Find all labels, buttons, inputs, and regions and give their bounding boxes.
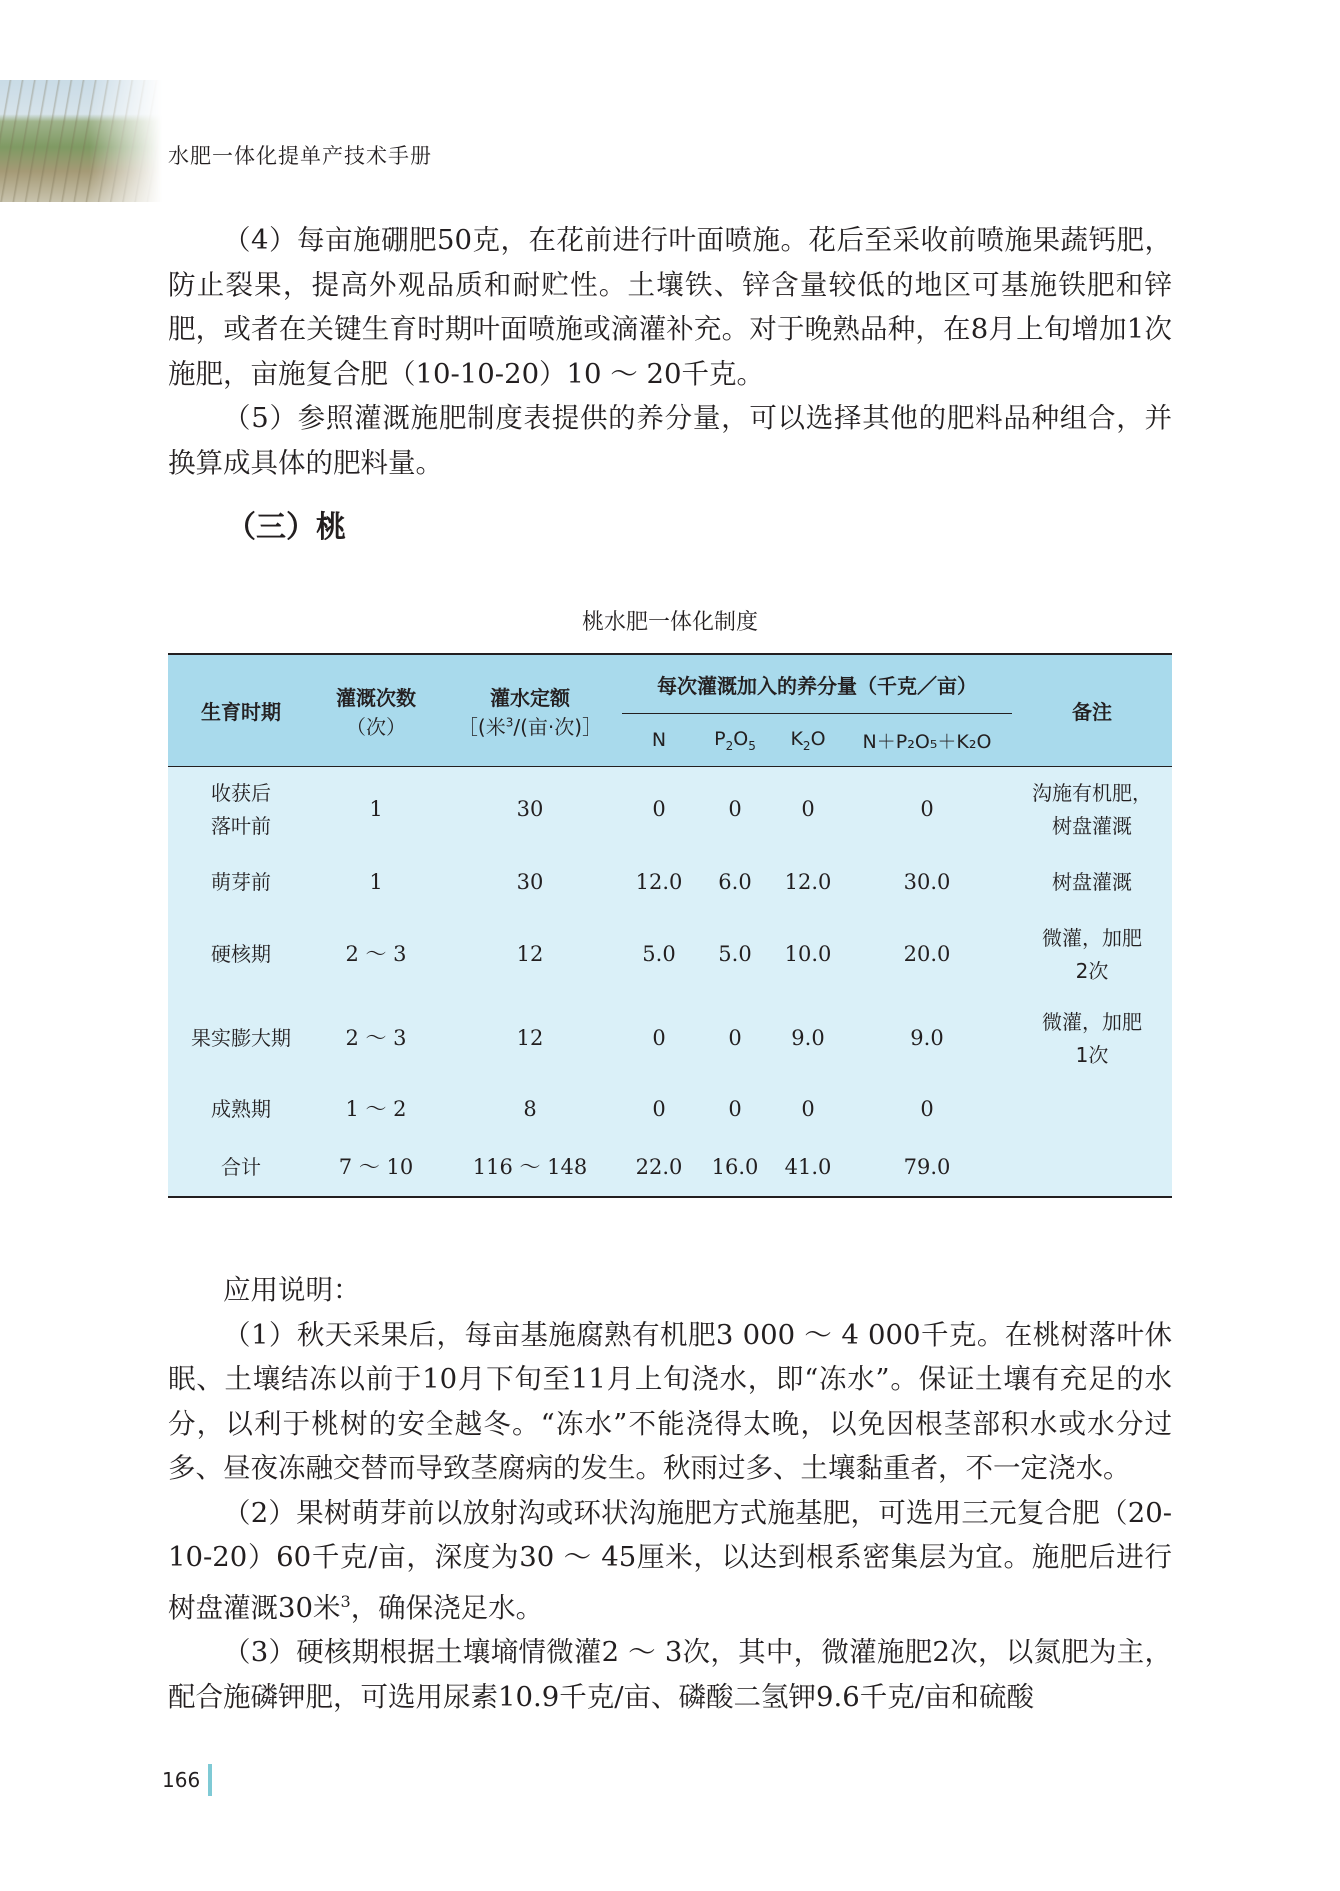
cell-count: 1 ～ 2 [345,1097,407,1121]
cell-total: 9.0 [910,1026,944,1050]
cell-p: 0 [728,1097,742,1121]
header-n: N [622,714,696,767]
usage-section [168,1268,1172,1719]
cell-total: 0 [920,1097,934,1121]
table-row [168,853,1172,913]
cell-stage: 成熟期 [211,1097,271,1121]
cell-stage: 果实膨大期 [191,1026,291,1050]
cell-count: 7 ～ 10 [338,1154,414,1179]
cell-p: 5.0 [718,942,752,966]
quota-unit-part: ［(米 [457,714,506,739]
paragraph: （1）秋天采果后，每亩基施腐熟有机肥3 000 ～ 4 000千克。在桃树落叶休眠、土壤结冻以前于10月下旬至11月上旬浇水，即“冻水”。保证土壤有充足的水分，以利于桃树的安全越冬。“冻水”不能浇得太晚，以免因根茎部积水或水分过多、昼夜冻融交替而导致茎腐病的发生。秋雨过多、土壤黏重者，不一定浇水。 [168,1318,1172,1484]
cell-n: 12.0 [635,870,683,894]
cell-k: 12.0 [784,870,832,894]
formula-sub: 5 [748,738,756,753]
header-stage: 生育时期 [168,654,314,767]
cell-quota: 12 [516,942,544,966]
cell-n: 0 [652,1097,666,1121]
paragraph-part: （2）果树萌芽前以放射沟或环状沟施肥方式施基肥，可选用三元复合肥（20-10-20）60千克/亩，深度为30 ～ 45厘米，以达到根系密集层为宜。施肥后进行树盘灌溉30米 [168,1496,1172,1624]
cell-text: 微灌，加肥 1次 [1042,1009,1142,1067]
cell-remark [1012,767,1172,853]
cell-stage: 合计 [221,1154,261,1179]
header-field-photo [0,80,162,202]
cell-p: 0 [728,1026,742,1050]
cell-stage: 硬核期 [211,942,271,966]
header-quota-label: 灌水定额 [490,685,570,710]
cell-k: 9.0 [791,1026,825,1050]
cell-n: 0 [652,1026,666,1050]
cell-remark [1012,997,1172,1081]
fertigation-table [168,653,1172,1198]
cell-text: 微灌，加肥 2次 [1042,925,1142,983]
cell-k: 0 [801,797,815,822]
cell-quota: 8 [523,1097,537,1121]
quota-unit-sup: 3 [505,714,514,729]
formula-part: P [714,727,726,750]
cell-count: 1 [369,797,383,822]
cell-p: 16.0 [711,1154,759,1179]
cell-count: 1 [369,870,383,894]
cell-p: 0 [728,797,742,822]
paragraph: （4）每亩施硼肥50克，在花前进行叶面喷施。花后至采收前喷施果蔬钙肥，防止裂果，提高外观品质和耐贮性。土壤铁、锌含量较低的地区可基施铁肥和锌肥，或者在关键生育时期叶面喷施或滴灌补充。对于晚熟品种，在8月上旬增加1次施肥，亩施复合肥（10-10-20）10 ～ 20千克。 [168,224,1172,390]
cell-n: 0 [652,797,666,822]
table-row-total [168,1139,1172,1197]
table-row [168,997,1172,1081]
usage-title: 应用说明： [223,1274,361,1306]
cell-total: 20.0 [903,942,951,966]
header-remark: 备注 [1012,654,1172,767]
paragraph: （3）硬核期根据土壤墒情微灌2 ～ 3次，其中，微灌施肥2次，以氮肥为主，配合施磷钾肥，可选用尿素10.9千克/亩、磷酸二氢钾9.6千克/亩和硫酸 [168,1636,1172,1713]
header-irrigation-count-unit: （次） [346,714,406,739]
cell-remark [1012,1081,1172,1139]
page-accent-bar [208,1764,212,1796]
formula-part: O [733,727,749,750]
header-irrigation-count [314,654,438,767]
table-row [168,767,1172,853]
formula-sub: 2 [802,738,811,753]
formula-sub: 2 [725,738,734,753]
formula-part: O [810,727,826,750]
cell-total: 30.0 [903,870,951,894]
table-caption: 桃水肥一体化制度 [581,610,758,635]
table-row [168,913,1172,997]
formula-part: K [790,727,803,750]
cell-text: 收获后 落叶前 [211,780,271,838]
header-quota [438,654,622,767]
cell-total: 79.0 [903,1154,951,1179]
cell-n: 5.0 [642,942,676,966]
page-number: 166 [162,1768,201,1792]
cell-count: 2 ～ 3 [345,1026,407,1050]
cell-count: 2 ～ 3 [345,942,407,966]
cell-quota: 12 [516,1026,544,1050]
cell-p: 6.0 [718,870,752,894]
paragraph-part: ，确保浇足水。 [350,1591,544,1624]
section-heading: （三）桃 [226,510,346,545]
header-quota-unit [458,715,602,739]
header-nutrient-group: 每次灌溉加入的养分量（千克／亩） [622,654,1012,714]
cell-k: 41.0 [784,1154,832,1179]
cell-total: 0 [920,797,934,822]
cell-remark [1012,913,1172,997]
table-row [168,1081,1172,1139]
paragraph [168,1491,1172,1631]
cell-remark [1012,1139,1172,1197]
cell-k: 0 [801,1097,815,1121]
paragraph: （5）参照灌溉施肥制度表提供的养分量，可以选择其他的肥料品种组合，并换算成具体的肥料量。 [168,402,1172,479]
superscript: 3 [340,1591,351,1611]
cell-text: 沟施有机肥， 树盘灌溉 [1032,780,1152,838]
header-total: N＋P₂O₅＋K₂O [842,714,1012,767]
cell-k: 10.0 [784,942,832,966]
running-head: 水肥一体化提单产技术手册 [168,144,432,168]
cell-remark: 树盘灌溉 [1052,870,1132,894]
table-body [168,767,1172,1197]
cell-quota: 116 ～ 148 [472,1154,588,1179]
cell-quota: 30 [516,870,544,894]
fertigation-table-wrapper [168,653,1172,1198]
cell-n: 22.0 [635,1154,683,1179]
cell-stage [168,767,314,853]
header-irrigation-count-label: 灌溉次数 [336,685,416,710]
quota-unit-part: /(亩·次)］ [513,714,603,739]
cell-quota: 30 [516,797,544,822]
header-k2o [774,714,842,767]
cell-stage: 萌芽前 [211,870,271,894]
header-p2o5 [696,714,774,767]
top-paragraphs [168,218,1172,485]
